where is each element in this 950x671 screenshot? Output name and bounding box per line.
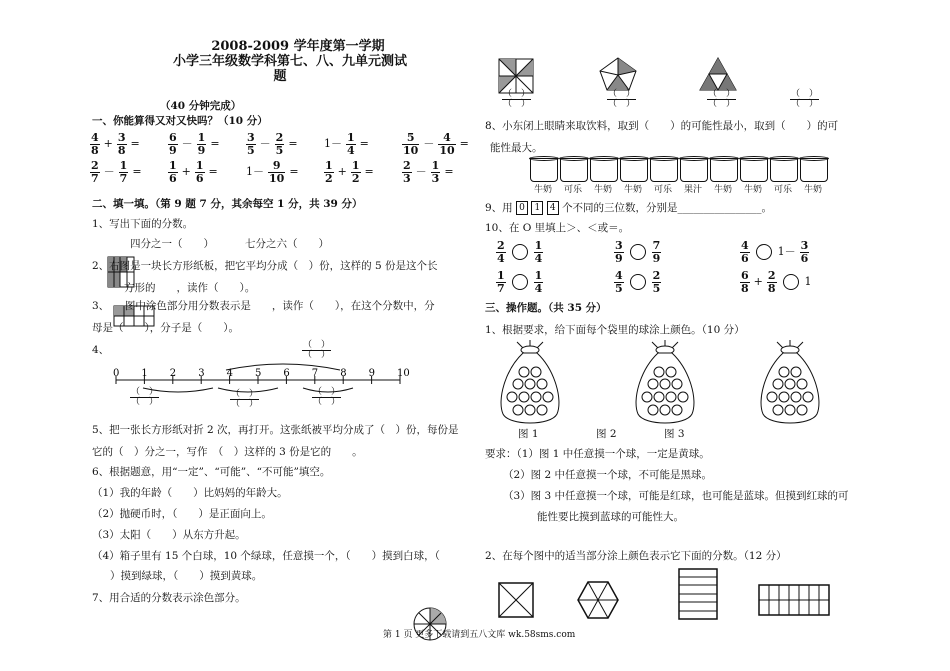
plus-sign: +: [753, 275, 763, 289]
sf3-num[interactable]: （ ）: [708, 89, 736, 99]
hexagon-figure: [576, 580, 620, 620]
digit-card-3: 4: [547, 201, 559, 215]
tick-label: 9: [368, 368, 375, 379]
compare-circle[interactable]: [756, 244, 772, 260]
fraction: [324, 160, 334, 184]
compare-circle[interactable]: [630, 274, 646, 290]
pentagon-shaded-figure: [598, 56, 638, 92]
calc-item: [400, 160, 478, 184]
denominator: 8: [117, 143, 126, 157]
equals-sign: =: [210, 137, 220, 151]
fraction: [351, 160, 361, 184]
calc-item: [88, 132, 166, 156]
denominator: 5: [247, 143, 255, 157]
calc-item: [400, 132, 478, 156]
q8-line1: 8、小东闭上眼睛来取饮料，取到（ ）的可能性最小，取到（ ）的可: [485, 120, 839, 132]
drink-cup: [530, 158, 558, 182]
denominator: 6: [741, 251, 749, 265]
req-2: （2）图 2 中任意摸一个球，不可能是黑球。: [503, 469, 713, 481]
numerator: 9: [268, 160, 285, 173]
numerator: 1: [119, 159, 128, 172]
sf2-num[interactable]: （ ）: [608, 89, 636, 99]
q9-suffix: 个不同的三位数，分别是________________。: [562, 202, 773, 214]
bag-icon: [755, 340, 825, 426]
numerator: 3: [615, 239, 623, 252]
denominator: 4: [534, 251, 543, 265]
denominator: 8: [767, 281, 776, 295]
numerator: 1: [534, 239, 543, 252]
numerator: 3: [800, 239, 809, 252]
numerator: 2: [403, 159, 411, 172]
q7-text: 7、用合适的分数表示涂色部分。: [92, 592, 246, 604]
q6-4-line2: ）摸到绿球，（ ）摸到黄球。: [110, 570, 263, 582]
nl-2-den[interactable]: （ ）: [231, 399, 259, 410]
calc-row-2: [88, 160, 478, 184]
fraction: [740, 270, 750, 294]
ball-bag-2: [630, 340, 700, 429]
drink-cup: [800, 158, 828, 182]
q10-text: 10、在 O 里填上＞、＜或＝。: [485, 222, 630, 234]
calc-item: [166, 160, 244, 184]
q6-text: 6、根据题意，用“一定”、“可能”、“不可能”填空。: [92, 466, 331, 478]
operator: －: [259, 137, 271, 151]
compare-1: [494, 240, 545, 264]
fraction: [246, 132, 256, 156]
sf1-num[interactable]: （ ）: [503, 89, 531, 99]
tick-label: 2: [169, 368, 177, 379]
req-3-line1: （3）图 3 中任意摸一个球，可能是红球，也可能是蓝球。但摸到红球的可: [503, 490, 849, 502]
drink-cup: [620, 158, 648, 182]
compare-6: [738, 270, 814, 294]
numerator: 2: [652, 269, 661, 282]
cup-label: 牛奶: [593, 185, 612, 195]
denominator: 6: [195, 171, 204, 185]
q3-line2: 母是（ ），分子是（ ）。: [92, 322, 239, 334]
denominator: 10: [269, 171, 285, 185]
numerator: 7: [652, 239, 661, 252]
q6-3: （3）太阳（ ）从东方升起。: [92, 529, 246, 541]
section3-heading: 三、操作题。（共 35 分）: [485, 302, 607, 314]
denominator: 7: [497, 281, 505, 295]
equals-sign: =: [288, 137, 298, 151]
q6-2: （2）抛硬币时，（ ）是正面向上。: [92, 508, 272, 520]
cup-label: 牛奶: [803, 185, 822, 195]
q6-4-line1: （4）箱子里有 15 个白球，10 个绿球，任意摸一个，（ ）摸到白球，（: [92, 550, 440, 562]
title-line3: 题: [273, 69, 287, 84]
compare-circle[interactable]: [783, 274, 799, 290]
numerator: 2: [91, 159, 99, 172]
denominator: 10: [403, 143, 419, 157]
sf3-den[interactable]: （ ）: [708, 99, 736, 110]
denominator: 7: [91, 171, 99, 185]
fraction: [168, 160, 178, 184]
number-line-fraction-1: [128, 388, 161, 408]
numerator: 1: [347, 131, 355, 144]
fraction: [197, 132, 207, 156]
bag-caption-1: 图 1: [518, 428, 539, 440]
drink-cup: [740, 158, 768, 182]
time-note: （40 分钟完成）: [160, 100, 242, 112]
fraction: [652, 240, 662, 264]
fraction: [275, 132, 285, 156]
drink-cup: [680, 158, 708, 182]
denominator: 4: [347, 143, 355, 157]
nl-top-num[interactable]: （ ）: [303, 340, 331, 350]
drink-cup: [560, 158, 588, 182]
operator: －: [181, 137, 193, 151]
fraction: [90, 132, 100, 156]
fraction: [496, 240, 506, 264]
fraction: [402, 160, 412, 184]
numerator: 6: [741, 269, 749, 282]
numerator: 5: [402, 132, 419, 145]
cup-label: 牛奶: [533, 185, 552, 195]
q2-line1: 2、右图是一块长方形纸板，把它平均分成（ ）份，这样的 5 份是这个长: [92, 260, 438, 272]
numerator: 1: [195, 159, 204, 172]
tick-label: 5: [255, 368, 262, 379]
denominator: 3: [403, 171, 411, 185]
fraction: [119, 160, 129, 184]
number-line-top-fraction: [300, 341, 333, 361]
cup-label: 可乐: [653, 185, 672, 195]
fraction: [402, 132, 419, 156]
drink-cup: [650, 158, 678, 182]
q3-line1: 3、 图中涂色部分用分数表示是 ，读作（ ），在这个分数中，分: [92, 300, 435, 312]
q1-b: 七分之六（ ）: [245, 238, 329, 250]
nl-3-num[interactable]: （ ）: [313, 387, 341, 397]
p1-text: 1、根据要求，给下面每个袋里的球涂上颜色。（10 分）: [485, 324, 745, 336]
fraction: [652, 270, 662, 294]
operator: －: [103, 165, 115, 179]
fraction: [195, 160, 205, 184]
whole-minus: 1－: [246, 165, 264, 179]
equals-sign: =: [130, 137, 140, 151]
denominator: 5: [652, 281, 661, 295]
numerator: 1: [351, 159, 360, 172]
denominator: 6: [169, 171, 177, 185]
fraction: [346, 132, 356, 156]
denominator: 9: [652, 251, 661, 265]
triangle-shaded-figure: [698, 56, 738, 92]
req-1: 要求：（1）图 1 中任意摸一个球，一定是黄球。: [485, 448, 710, 460]
title-line2: 小学三年级数学科第七、八、九单元测试: [172, 54, 407, 69]
denominator: 8: [91, 143, 99, 157]
numerator: 2: [767, 269, 776, 282]
nl-2-num[interactable]: （ ）: [231, 389, 259, 399]
drink-cup: [770, 158, 798, 182]
q5-line1: 5、把一张长方形纸对折 2 次，再打开。这张纸被平均分成了（ ）份，每份是: [92, 424, 459, 436]
fraction: [614, 240, 624, 264]
fraction: [431, 160, 441, 184]
numerator: 1: [197, 131, 206, 144]
title-line1: 2008-2009 学年度第一学期: [211, 39, 385, 54]
section1-heading: 一、你能算得又对又快吗？（10 分）: [92, 115, 268, 127]
equals-sign: =: [364, 165, 374, 179]
tick-label: 1: [141, 368, 148, 379]
calc-item: [244, 132, 322, 156]
denominator: 6: [800, 251, 809, 265]
bag-icon: [630, 340, 700, 426]
numerator: 2: [497, 239, 505, 252]
p2-text: 2、在每个图中的适当部分涂上颜色表示它下面的分数。（12 分）: [485, 550, 787, 562]
tick-label: 10: [397, 368, 410, 379]
denominator: 7: [119, 171, 128, 185]
operator: +: [181, 165, 191, 179]
cup-label: 可乐: [773, 185, 792, 195]
fraction: [438, 132, 455, 156]
cups-row: [530, 152, 830, 196]
denominator: 5: [275, 143, 284, 157]
numerator: 4: [615, 269, 623, 282]
fraction: [614, 270, 624, 294]
shape-fraction-2: [605, 90, 638, 110]
equals-sign: =: [459, 137, 469, 151]
calc-item: [322, 160, 400, 184]
operator: +: [337, 165, 347, 179]
striped-rectangle-figure: [678, 568, 718, 620]
fraction: [800, 240, 810, 264]
q9-line: [485, 200, 772, 215]
tick-label: 7: [311, 368, 319, 379]
calc-item: [322, 132, 400, 156]
nl-1-den[interactable]: （ ）: [131, 397, 159, 408]
q9-prefix: 9、用: [485, 202, 513, 214]
shape-fraction-4: [788, 90, 821, 110]
cup-label: 牛奶: [623, 185, 642, 195]
numerator: 3: [117, 131, 126, 144]
numerator: 6: [169, 131, 177, 144]
cup-label: 可乐: [563, 185, 582, 195]
compare-circle[interactable]: [630, 244, 646, 260]
drink-cup: [590, 158, 618, 182]
numerator: 1: [431, 159, 440, 172]
denominator: 2: [325, 171, 333, 185]
denominator: 10: [439, 143, 455, 157]
digit-card-2: 1: [531, 201, 543, 215]
numerator: 1: [169, 159, 177, 172]
compare-5: [612, 270, 663, 294]
fraction: [268, 160, 285, 184]
q4-label: 4、: [92, 344, 110, 356]
number-line-fraction-3: [310, 388, 343, 408]
q2-line2: 方形的 ，读作（ ）。: [124, 282, 256, 294]
digit-card-1: 0: [516, 201, 528, 215]
denominator: 8: [741, 281, 749, 295]
operator: －: [423, 137, 435, 151]
equals-sign: =: [444, 165, 454, 179]
compare-circle[interactable]: [512, 274, 528, 290]
numerator: 1: [534, 269, 543, 282]
operator: +: [103, 137, 113, 151]
calc-item: [244, 160, 322, 184]
denominator: 5: [615, 281, 623, 295]
denominator: 9: [169, 143, 177, 157]
numerator: 3: [247, 131, 255, 144]
fraction: [90, 160, 100, 184]
whole-minus: 1－: [777, 245, 796, 259]
q1-text: 1、写出下面的分数。: [92, 218, 194, 230]
equals-sign: =: [289, 165, 299, 179]
footer-text: 第 1 页 更多下载请到五八文库 wk.58sms.com: [383, 630, 576, 640]
equals-sign: =: [359, 137, 369, 151]
fraction: [534, 270, 544, 294]
equals-sign: =: [132, 165, 142, 179]
q6-1: （1）我的年龄（ ）比妈妈的年龄大。: [92, 487, 288, 499]
bag-caption-3: 图 3: [664, 428, 685, 440]
q1-a: 四分之一（ ）: [130, 238, 214, 250]
equals-sign: =: [208, 165, 218, 179]
ball-bag-3: [755, 340, 825, 429]
tick-label: 0: [113, 368, 120, 379]
sf4-den[interactable]: （ ）: [791, 99, 819, 110]
drink-cup: [710, 158, 738, 182]
compare-circle[interactable]: [512, 244, 528, 260]
nl-3-den[interactable]: （ ）: [313, 397, 341, 408]
compare-2: [612, 240, 663, 264]
calc-item: [166, 132, 244, 156]
denominator: 4: [497, 251, 505, 265]
compare-4: [494, 270, 545, 294]
sf1-den[interactable]: （ ）: [503, 99, 531, 110]
denominator: 9: [615, 251, 623, 265]
shape-fraction-3: [705, 90, 738, 110]
req-3-line2: 能性要比摸到蓝球的可能性大。: [537, 511, 684, 523]
q8-line2: 能性最大。: [490, 142, 543, 154]
shape-fraction-1: [500, 90, 533, 110]
denominator: 4: [534, 281, 543, 295]
fraction: [168, 132, 178, 156]
nl-1-num[interactable]: （ ）: [131, 387, 159, 397]
tick-label: 8: [340, 368, 347, 379]
numerator: 1: [325, 159, 333, 172]
bag-icon: [495, 340, 565, 426]
cup-label: 牛奶: [713, 185, 732, 195]
grid-rectangle-figure: [758, 584, 830, 616]
nl-top-den[interactable]: （ ）: [303, 350, 331, 361]
denominator: 2: [351, 171, 360, 185]
number-line-fraction-2: [228, 390, 261, 410]
sf2-den[interactable]: （ ）: [608, 99, 636, 110]
tick-label: 3: [198, 368, 205, 379]
fraction: [740, 240, 750, 264]
fraction: [117, 132, 127, 156]
numerator: 2: [275, 131, 284, 144]
tick-label: 6: [283, 368, 290, 379]
denominator: 3: [431, 171, 440, 185]
numerator: 4: [741, 239, 749, 252]
tick-label: 4: [226, 368, 233, 379]
compare-3: [738, 240, 811, 264]
fraction: [767, 270, 777, 294]
section2-heading: 二、填一填。（第 9 题 7 分，其余每空 1 分，共 39 分）: [92, 198, 363, 210]
q5-line2: 它的（ ）分之一，写作 （ ）这样的 3 份是它的 。: [92, 446, 363, 458]
calc-item: [88, 160, 166, 184]
square-x-figure: [498, 582, 534, 618]
numerator: 1: [497, 269, 505, 282]
cup-label: 牛奶: [743, 185, 762, 195]
operator: －: [415, 165, 427, 179]
cup-label: 果汁: [683, 185, 702, 195]
whole-minus: 1－: [324, 137, 342, 151]
fraction: [496, 270, 506, 294]
numerator: 4: [438, 132, 455, 145]
fraction: [534, 240, 544, 264]
sf4-num[interactable]: （ ）: [791, 89, 819, 99]
bag-caption-2: 图 2: [596, 428, 617, 440]
denominator: 9: [197, 143, 206, 157]
whole-number: 1: [804, 275, 812, 289]
numerator: 4: [91, 131, 99, 144]
ball-bag-1: [495, 340, 565, 429]
calc-row-1: [88, 132, 478, 156]
